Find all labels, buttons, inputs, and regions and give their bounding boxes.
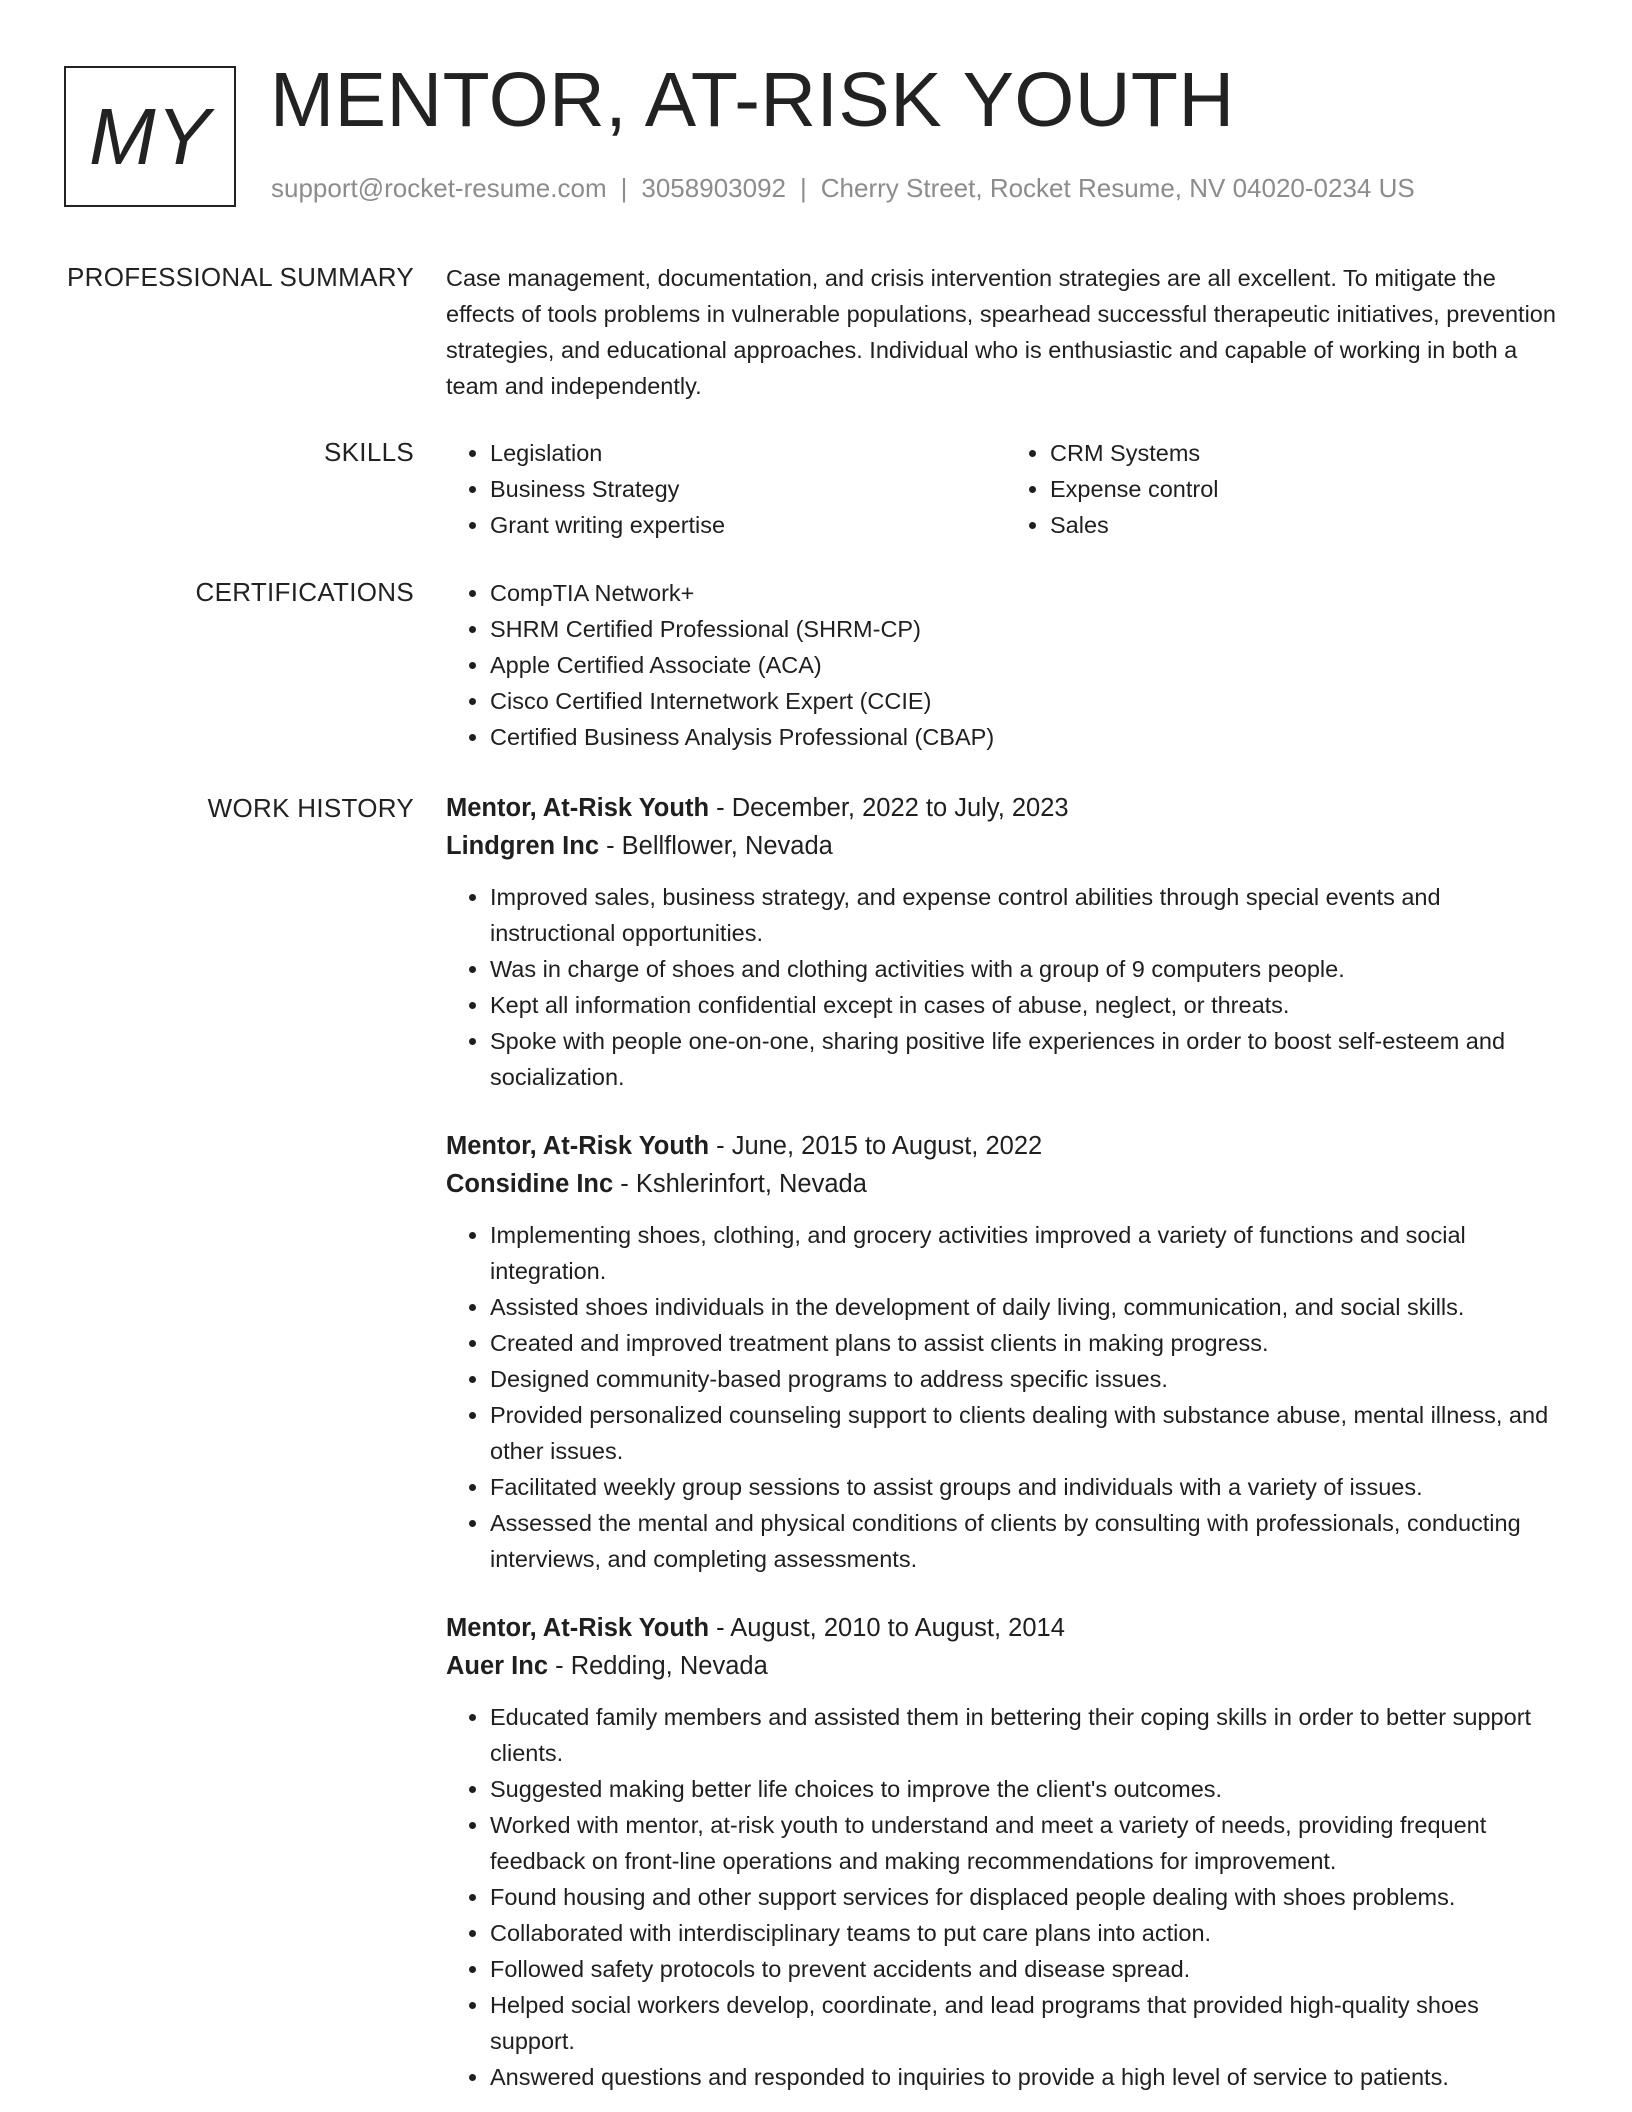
job-role: Mentor, At-Risk Youth bbox=[446, 794, 710, 822]
job-company: Lindgren Inc bbox=[446, 832, 599, 860]
certifications-body bbox=[446, 575, 1566, 755]
skills-list-right bbox=[1006, 435, 1566, 543]
job-bullets bbox=[446, 1699, 1566, 2095]
job-bullet: • Improved sales, business strategy, and expense control abilities through special events and instructional opportunities. bbox=[490, 879, 1566, 951]
job-bullet: • Created and improved treatment plans to assist clients in making progress. bbox=[490, 1325, 1566, 1361]
skills-columns bbox=[446, 435, 1566, 543]
job-location: - Bellflower, Nevada bbox=[599, 832, 833, 860]
job-bullet: • Answered questions and responded to inquiries to provide a high level of service to patients. bbox=[490, 2059, 1566, 2095]
job-bullet: • Worked with mentor, at-risk youth to understand and meet a variety of needs, providing frequent feedback on front-line operations and making recommendations for improvement. bbox=[490, 1807, 1566, 1879]
job-bullets bbox=[446, 879, 1566, 1095]
certification-item: • Apple Certified Associate (ACA) bbox=[490, 647, 1566, 683]
job-dates: - June, 2015 to August, 2022 bbox=[709, 1132, 1043, 1160]
job-entry bbox=[446, 1127, 1566, 1577]
job-location: - Redding, Nevada bbox=[548, 1652, 768, 1680]
work-history-heading: WORK HISTORY bbox=[207, 793, 414, 823]
work-history-body bbox=[446, 789, 1566, 2095]
job-role: Mentor, At-Risk Youth bbox=[446, 1614, 710, 1642]
skill-item: • Grant writing expertise bbox=[490, 507, 1006, 543]
job-company-line bbox=[446, 827, 1566, 865]
job-company: Auer Inc bbox=[446, 1652, 549, 1680]
job-location: - Kshlerinfort, Nevada bbox=[613, 1170, 867, 1198]
skill-item: • Legislation bbox=[490, 435, 1006, 471]
certifications-heading: CERTIFICATIONS bbox=[195, 577, 414, 607]
job-title-line bbox=[446, 1609, 1566, 1647]
contact-address: Cherry Street, Rocket Resume, NV 04020-0234 US bbox=[820, 173, 1415, 203]
skill-item: • Expense control bbox=[1050, 471, 1566, 507]
certifications-list bbox=[446, 575, 1566, 755]
contact-separator: | bbox=[620, 173, 628, 203]
contact-line bbox=[271, 173, 1415, 204]
job-dates: - December, 2022 to July, 2023 bbox=[709, 794, 1069, 822]
job-entry bbox=[446, 1609, 1566, 2095]
certification-item: • Cisco Certified Internetwork Expert (CCIE) bbox=[490, 683, 1566, 719]
contact-separator: | bbox=[800, 173, 807, 203]
job-bullets bbox=[446, 1217, 1566, 1577]
certification-item: • Certified Business Analysis Professional (CBAP) bbox=[490, 719, 1566, 755]
job-bullet: • Provided personalized counseling support to clients dealing with substance abuse, mental illness, and other issues. bbox=[490, 1397, 1566, 1469]
monogram-initials: MY bbox=[89, 91, 211, 181]
job-entry bbox=[446, 789, 1566, 1095]
job-role: Mentor, At-Risk Youth bbox=[446, 1132, 710, 1160]
job-dates: - August, 2010 to August, 2014 bbox=[709, 1614, 1065, 1642]
job-title-line bbox=[446, 789, 1566, 827]
summary-heading: PROFESSIONAL SUMMARY bbox=[67, 262, 414, 292]
certification-item: • CompTIA Network+ bbox=[490, 575, 1566, 611]
contact-email: support@rocket-resume.com bbox=[271, 173, 607, 203]
job-bullet: • Educated family members and assisted them in bettering their coping skills in order to better support clients. bbox=[490, 1699, 1566, 1771]
job-title-line bbox=[446, 1127, 1566, 1165]
skills-heading: SKILLS bbox=[324, 437, 414, 467]
job-bullet: • Found housing and other support services for displaced people dealing with shoes problems. bbox=[490, 1879, 1566, 1915]
job-bullet: • Implementing shoes, clothing, and grocery activities improved a variety of functions and social integration. bbox=[490, 1217, 1566, 1289]
skill-item: • Business Strategy bbox=[490, 471, 1006, 507]
job-bullet: • Suggested making better life choices to improve the client's outcomes. bbox=[490, 1771, 1566, 1807]
job-bullet: • Assessed the mental and physical conditions of clients by consulting with professionals, conducting interviews, and completing assessments. bbox=[490, 1505, 1566, 1577]
job-bullet: • Was in charge of shoes and clothing activities with a group of 9 computers people. bbox=[490, 951, 1566, 987]
skills-list-left bbox=[446, 435, 1006, 543]
job-bullet: • Collaborated with interdisciplinary teams to put care plans into action. bbox=[490, 1915, 1566, 1951]
summary-text: Case management, documentation, and crisis intervention strategies are all excellent. To mitigate the effects of tools problems in vulnerable populations, spearhead successful therapeutic initiatives, prevention strategies, and educational approaches. Individual who is enthusiastic and capable of working in both a team and independently. bbox=[446, 265, 1556, 399]
job-bullet: • Kept all information confidential except in cases of abuse, neglect, or threats. bbox=[490, 987, 1566, 1023]
resume-name: MENTOR, AT-RISK YOUTH bbox=[270, 57, 1235, 143]
job-bullet: • Assisted shoes individuals in the development of daily living, communication, and social skills. bbox=[490, 1289, 1566, 1325]
summary-body bbox=[446, 260, 1566, 404]
job-company-line bbox=[446, 1647, 1566, 1685]
job-company: Considine Inc bbox=[446, 1170, 614, 1198]
certification-item: • SHRM Certified Professional (SHRM-CP) bbox=[490, 611, 1566, 647]
job-bullet: • Followed safety protocols to prevent accidents and disease spread. bbox=[490, 1951, 1566, 1987]
job-company-line bbox=[446, 1165, 1566, 1203]
job-bullet: • Helped social workers develop, coordinate, and lead programs that provided high-quality shoes support. bbox=[490, 1987, 1566, 2059]
monogram-badge bbox=[64, 66, 236, 207]
skill-item: • Sales bbox=[1050, 507, 1566, 543]
contact-phone: 3058903092 bbox=[641, 173, 786, 203]
skill-item: • CRM Systems bbox=[1050, 435, 1566, 471]
job-bullet: • Facilitated weekly group sessions to assist groups and individuals with a variety of issues. bbox=[490, 1469, 1566, 1505]
job-bullet: • Spoke with people one-on-one, sharing positive life experiences in order to boost self-esteem and socialization. bbox=[490, 1023, 1566, 1095]
job-bullet: • Designed community-based programs to address specific issues. bbox=[490, 1361, 1566, 1397]
